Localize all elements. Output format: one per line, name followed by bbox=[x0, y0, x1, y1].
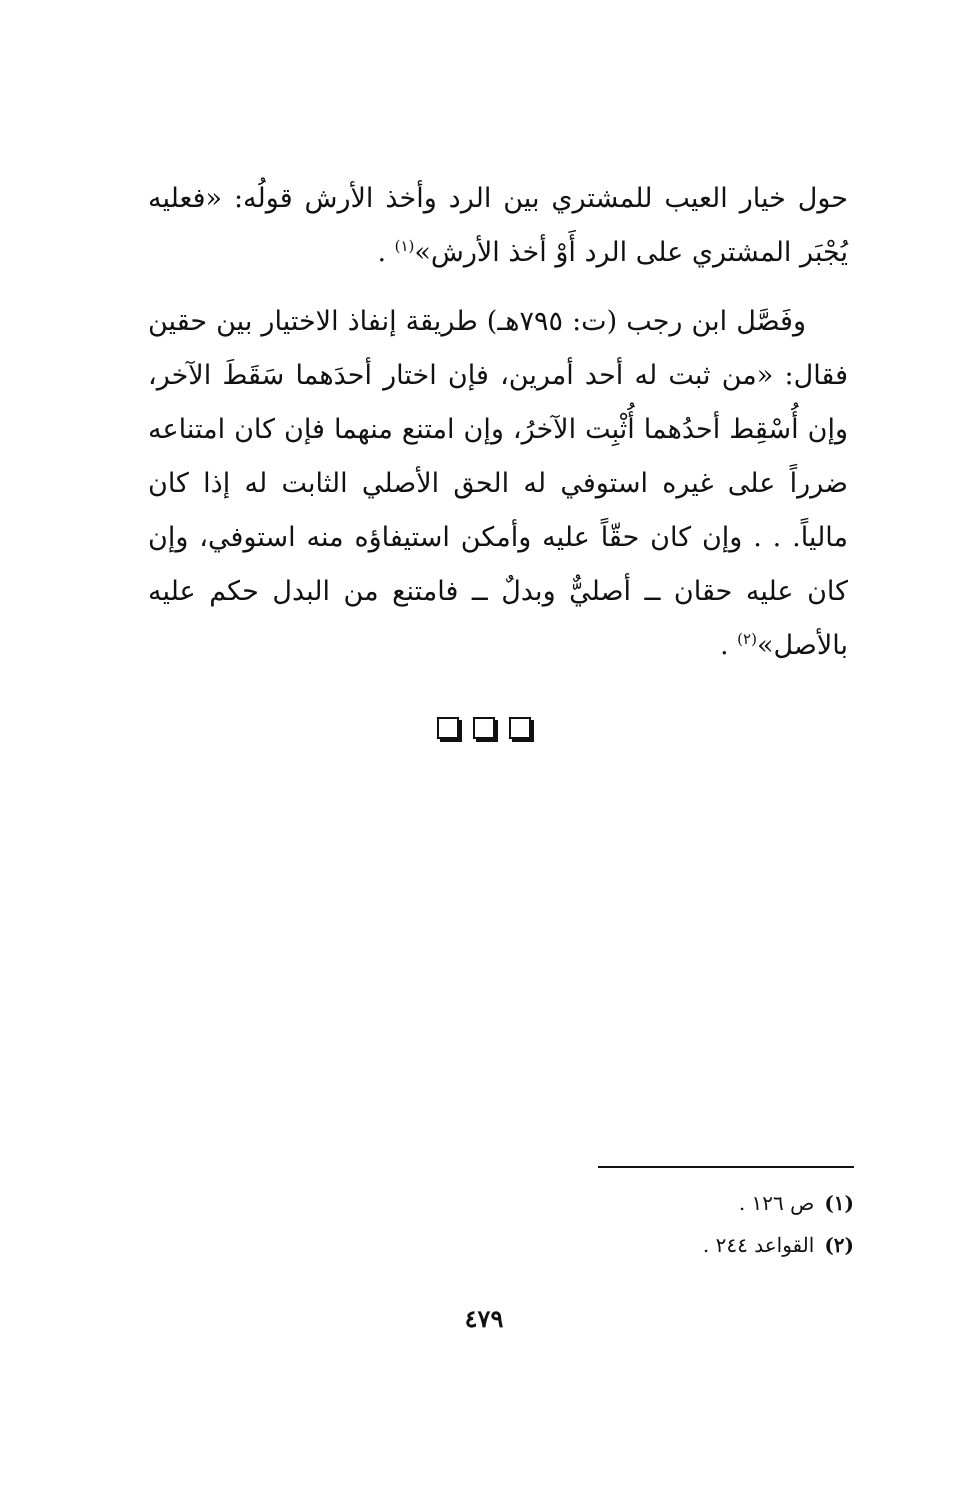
footnote-number: (١) bbox=[824, 1191, 854, 1215]
paragraph-1 bbox=[148, 172, 848, 280]
footnote-2 bbox=[560, 1224, 854, 1266]
paragraph-2-end: . bbox=[720, 630, 738, 661]
footnote-ref-2: (٢) bbox=[737, 630, 757, 648]
footnote-text: القواعد ٢٤٤ . bbox=[702, 1233, 815, 1257]
footnote-ref-1: (١) bbox=[394, 237, 415, 255]
square-box-icon bbox=[509, 717, 531, 739]
square-box-icon bbox=[437, 717, 459, 739]
footnote-number: (٢) bbox=[824, 1233, 854, 1257]
section-divider-ornament bbox=[0, 717, 968, 739]
paragraph-2 bbox=[148, 295, 848, 673]
paragraph-1-end: . bbox=[377, 237, 395, 268]
paragraph-1-text: حول خيار العيب للمشتري بين الرد وأخذ الأرش قولُه: «فعليه يُجْبَر المشتري على الرد أَوْ أخذ الأرش» bbox=[148, 183, 848, 268]
footnotes bbox=[560, 1182, 854, 1266]
paragraph-2-text: وفَصَّل ابن رجب (ت: ٧٩٥هـ) طريقة إنفاذ الاختيار بين حقين فقال: «من ثبت له أحد أمرين، فإن اختار أحدَهما سَقَطَ الآخر، وإن أُسْقِط أحدُهما أُثْبِت الآخرُ، وإن امتنع منهما فإن كان امتناعه ضرراً على غيره استوفي له الحق الأصلي الثابت له إذا كان مالياً. . . وإن كان حقّاً عليه وأمكن استيفاؤه منه استوفي، وإن كان عليه حقان ــ أصليٌّ وبدلٌ ــ فامتنع من البدل حكم عليه بالأصل» bbox=[148, 306, 848, 661]
footnote-1 bbox=[560, 1182, 854, 1224]
footnote-separator bbox=[598, 1166, 854, 1168]
footnote-text: ص ١٢٦ . bbox=[738, 1191, 815, 1215]
square-box-icon bbox=[473, 717, 495, 739]
page-number: ٤٧٩ bbox=[464, 1304, 504, 1333]
